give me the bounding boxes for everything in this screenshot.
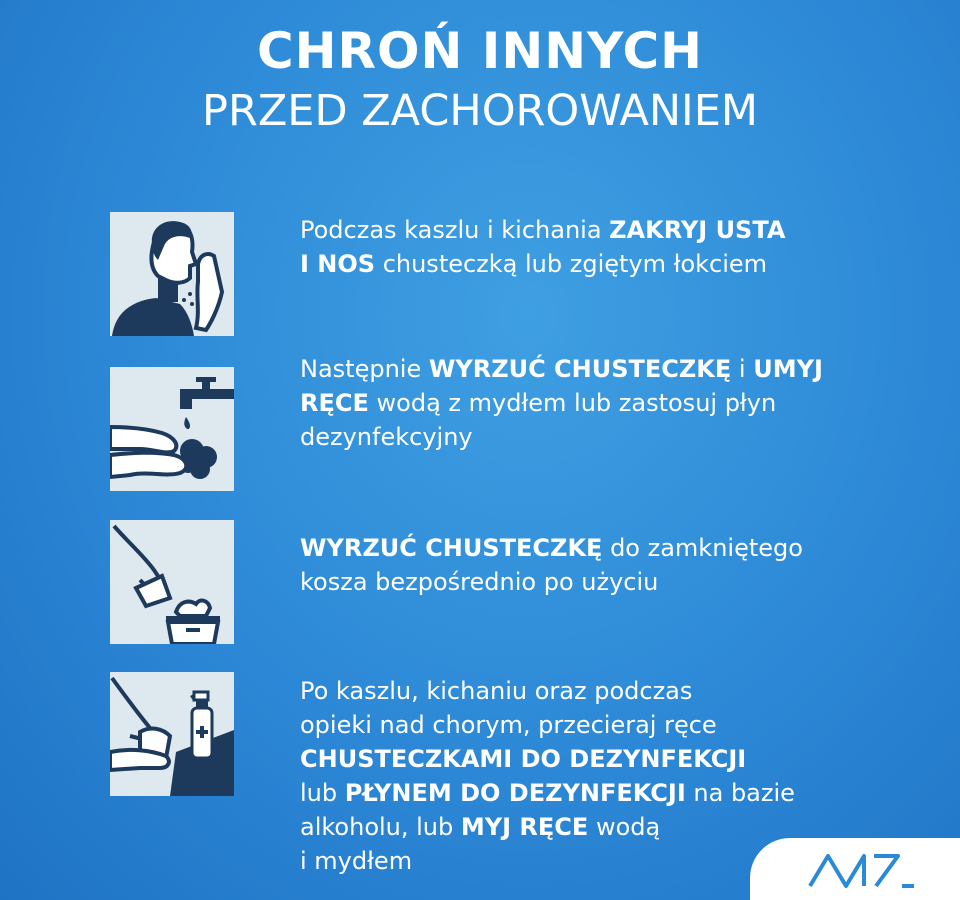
body-text: i <box>731 355 754 383</box>
body-text: Podczas kaszlu i kichania <box>300 216 610 244</box>
page-subtitle: PRZED ZACHOROWANIEM <box>202 86 758 136</box>
body-text: Po kaszlu, kichaniu oraz podczas <box>300 677 693 705</box>
cough-into-tissue-icon <box>110 212 234 336</box>
disinfect-hands-icon <box>110 672 234 796</box>
step-1-text <box>300 213 900 281</box>
emphasis-text: ZAKRYJ USTA <box>609 216 786 244</box>
logo-badge <box>750 838 960 900</box>
emphasis-text: RĘCE <box>300 389 369 417</box>
mz-logo-icon <box>806 848 916 892</box>
step-3-text <box>300 531 900 599</box>
step-2-text <box>300 352 900 454</box>
body-text: lub <box>300 779 345 807</box>
body-text: chusteczką lub zgiętym łokciem <box>375 250 768 278</box>
body-text: i mydłem <box>300 847 413 875</box>
emphasis-text: MYJ RĘCE <box>460 813 589 841</box>
emphasis-text: UMYJ <box>753 355 823 383</box>
body-text: wodą z mydłem lub zastosuj płyn <box>368 389 777 417</box>
discard-tissue-icon <box>110 520 234 644</box>
body-text: Następnie <box>300 355 429 383</box>
wash-hands-icon <box>110 367 234 491</box>
emphasis-text: I NOS <box>300 250 376 278</box>
body-text: wodą <box>588 813 661 841</box>
page-title: CHROŃ INNYCH <box>256 22 704 80</box>
body-text: alkoholu, lub <box>300 813 461 841</box>
emphasis-text: WYRZUĆ CHUSTECZKĘ <box>428 355 732 383</box>
emphasis-text: CHUSTECZKAMI DO DEZYNFEKCJI <box>300 745 747 773</box>
body-text: opieki nad chorym, przecieraj ręce <box>300 711 717 739</box>
body-text: dezynfekcyjny <box>300 423 473 451</box>
body-text: do zamkniętego <box>602 534 803 562</box>
body-text: kosza bezpośrednio po użyciu <box>300 568 659 596</box>
emphasis-text: PŁYNEM DO DEZYNFEKCJI <box>344 779 686 807</box>
body-text: na bazie <box>685 779 795 807</box>
emphasis-text: WYRZUĆ CHUSTECZKĘ <box>300 534 603 562</box>
